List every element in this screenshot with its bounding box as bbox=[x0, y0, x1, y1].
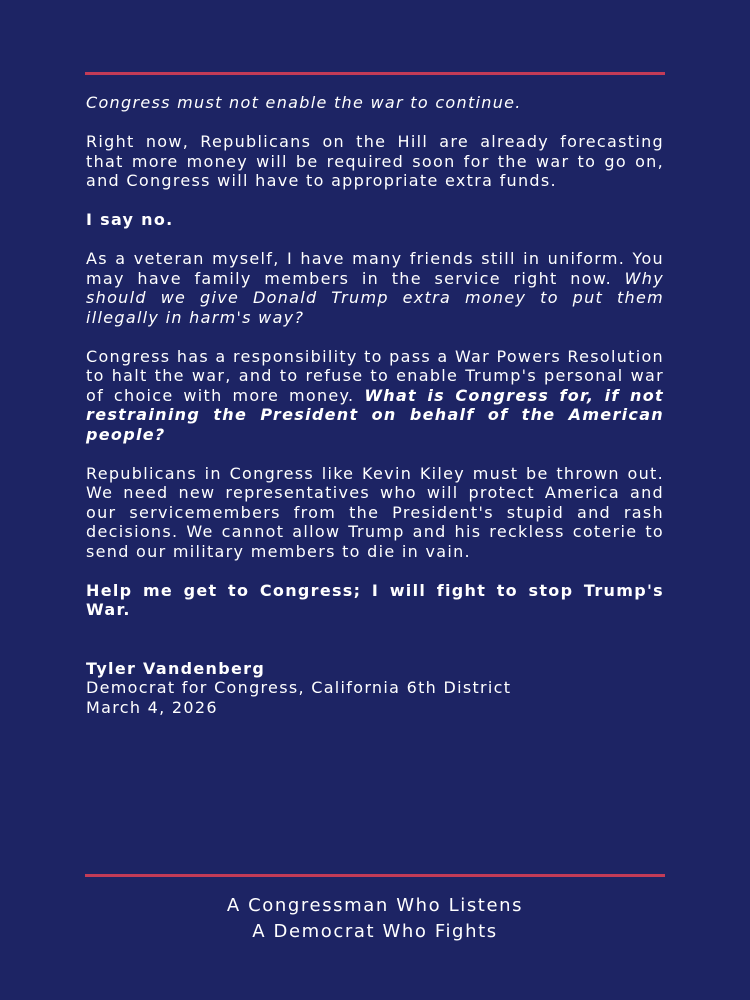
signature-title: Democrat for Congress, California 6th District bbox=[86, 678, 512, 697]
paragraph-funding: Right now, Republicans on the Hill are already forecasting that more money will be required soon for the war to go on, and Congress will have to appropriate extra funds. bbox=[86, 132, 664, 190]
tagline-line-1: A Congressman Who Listens bbox=[226, 895, 524, 916]
signature-name: Tyler Vandenberg bbox=[86, 658, 266, 678]
paragraph-call-to-action: Help me get to Congress; I will fight to stop Trump's War. bbox=[86, 580, 664, 619]
top-divider bbox=[85, 72, 665, 75]
signature-block bbox=[86, 659, 664, 718]
opening-statement: Congress must not enable the war to continue. bbox=[86, 93, 522, 112]
war-powers-text: Congress has a responsibility to pass a War Powers Resolution to halt the war, and to refuse to enable Trump's personal war of choice with more money. bbox=[86, 346, 664, 405]
bottom-divider bbox=[85, 874, 665, 877]
paragraph-war-powers bbox=[86, 347, 664, 445]
signature-date: March 4, 2026 bbox=[86, 697, 218, 717]
paragraph-republicans: Republicans in Congress like Kevin Kiley must be thrown out. We need new representatives who will protect America and our servicemembers from the President's stupid and rash decisions. We cannot allow Trump and his reckless coterie to send our military members to die in vain. bbox=[86, 463, 664, 561]
footer-tagline bbox=[0, 893, 750, 945]
paragraph-say-no: I say no. bbox=[86, 210, 174, 229]
tagline-line-2: A Democrat Who Fights bbox=[252, 921, 498, 942]
paragraph-veteran bbox=[86, 249, 664, 327]
veteran-question: Why should we give Donald Trump extra money to put them illegally in harm's way? bbox=[86, 268, 664, 327]
war-powers-question: What is Congress for, if not restraining the President on behalf of the American people? bbox=[86, 385, 664, 444]
letter-body bbox=[86, 93, 664, 717]
veteran-text: As a veteran myself, I have many friends still in uniform. You may have family members in the service right now. bbox=[86, 249, 664, 288]
